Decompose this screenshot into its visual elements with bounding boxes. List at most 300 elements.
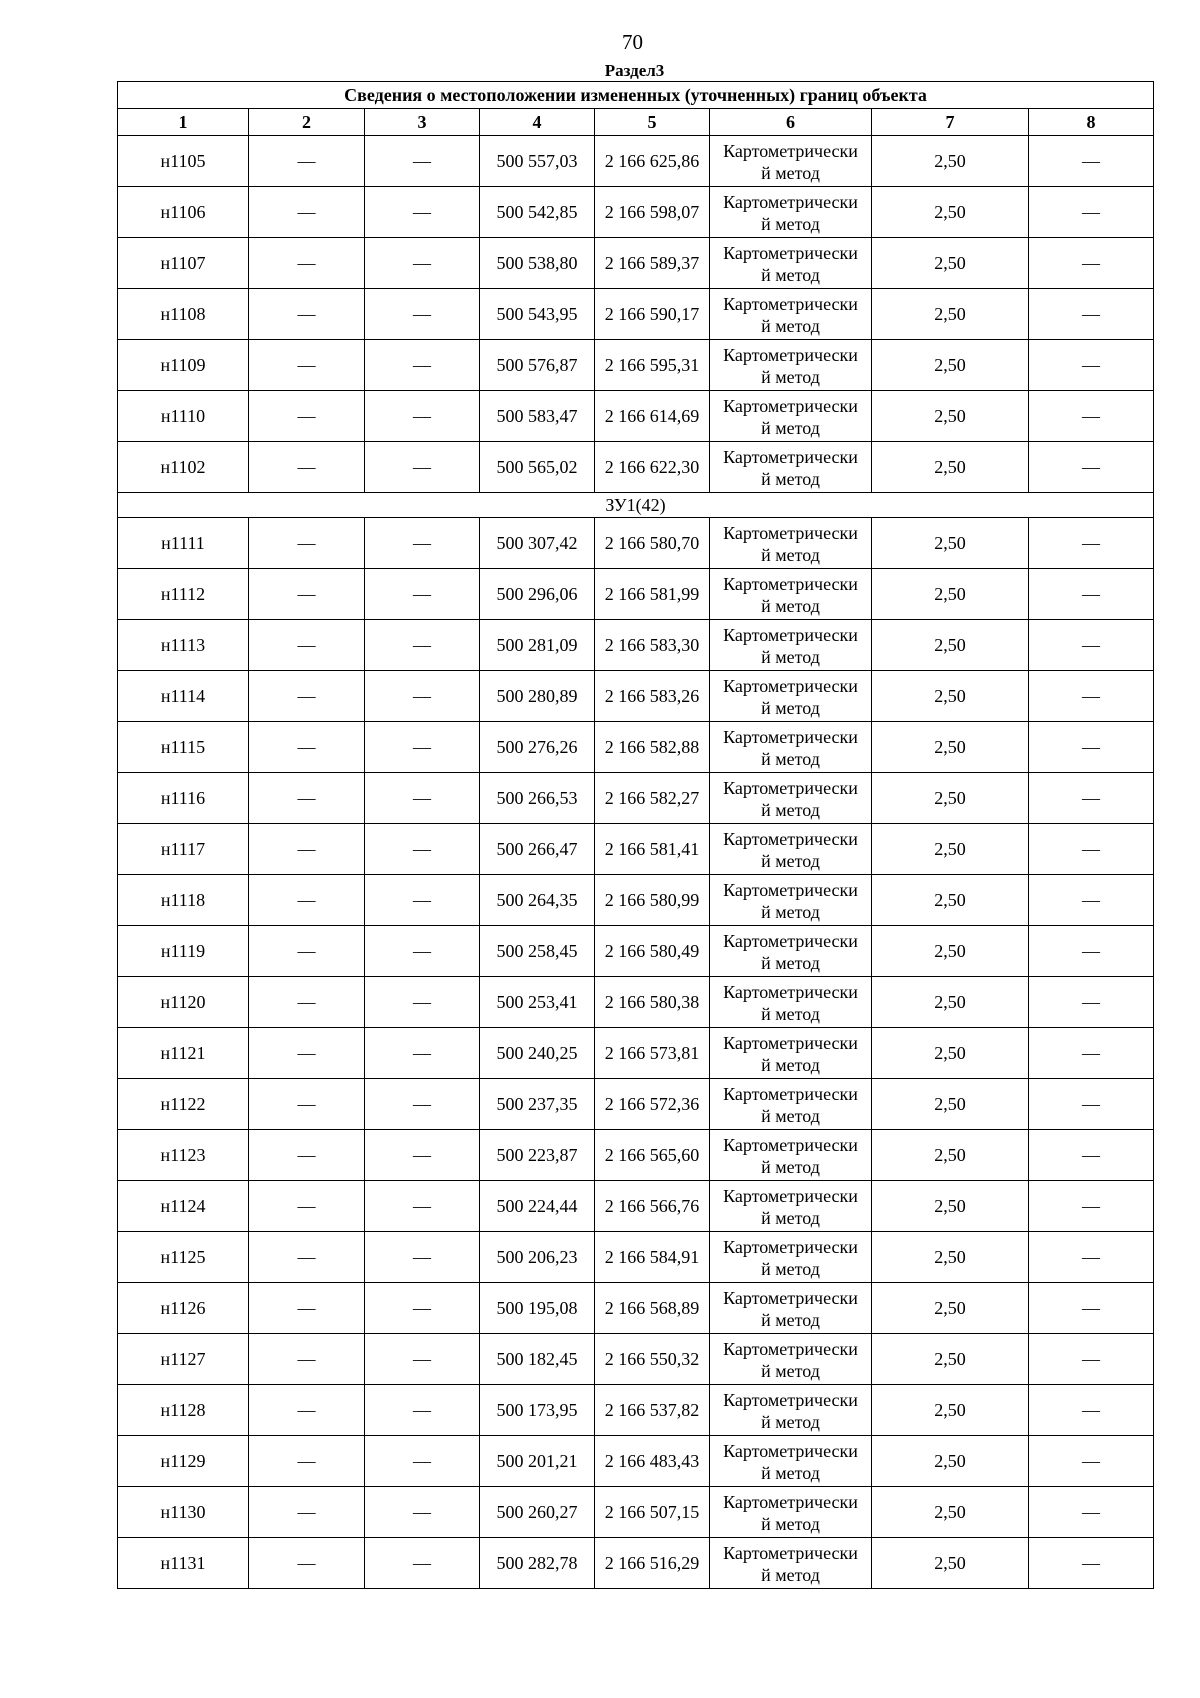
column-8-cell: —	[1029, 187, 1154, 238]
method-cell	[710, 1385, 872, 1436]
method-line-2: й метод	[761, 851, 820, 871]
column-8-cell: —	[1029, 1232, 1154, 1283]
method-cell	[710, 620, 872, 671]
method-line-1: Картометрически	[723, 1033, 858, 1053]
method-cell	[710, 773, 872, 824]
column-8-cell: —	[1029, 773, 1154, 824]
point-name-cell: н1113	[118, 620, 249, 671]
method-cell	[710, 238, 872, 289]
method-cell	[710, 442, 872, 493]
column-8-cell: —	[1029, 875, 1154, 926]
method-line-2: й метод	[761, 316, 820, 336]
table-row	[118, 136, 1154, 187]
column-2-cell: —	[249, 1436, 365, 1487]
method-line-2: й метод	[761, 953, 820, 973]
method-line-2: й метод	[761, 1412, 820, 1432]
accuracy-cell: 2,50	[872, 1538, 1029, 1589]
table-row	[118, 926, 1154, 977]
accuracy-cell: 2,50	[872, 875, 1029, 926]
column-3-cell: —	[365, 824, 480, 875]
method-cell	[710, 1079, 872, 1130]
point-name-cell: н1111	[118, 518, 249, 569]
method-line-2: й метод	[761, 1208, 820, 1228]
column-8-cell: —	[1029, 1334, 1154, 1385]
method-line-2: й метод	[761, 1259, 820, 1279]
method-line-2: й метод	[761, 214, 820, 234]
column-8-cell: —	[1029, 1028, 1154, 1079]
table-row	[118, 340, 1154, 391]
column-3-cell: —	[365, 136, 480, 187]
column-2-cell: —	[249, 1079, 365, 1130]
accuracy-cell: 2,50	[872, 340, 1029, 391]
method-line-1: Картометрически	[723, 345, 858, 365]
method-cell	[710, 875, 872, 926]
column-3-cell: —	[365, 1079, 480, 1130]
section-label: Раздел3	[604, 61, 665, 80]
column-3-cell: —	[365, 926, 480, 977]
column-2-cell: —	[249, 1385, 365, 1436]
x-coordinate-cell: 500 237,35	[480, 1079, 595, 1130]
method-line-1: Картометрически	[723, 931, 858, 951]
column-8-cell: —	[1029, 518, 1154, 569]
method-line-2: й метод	[761, 545, 820, 565]
point-name-cell: н1126	[118, 1283, 249, 1334]
table-row	[118, 1334, 1154, 1385]
method-line-1: Картометрически	[723, 778, 858, 798]
table-row	[118, 1181, 1154, 1232]
method-cell	[710, 391, 872, 442]
column-2-cell: —	[249, 926, 365, 977]
method-line-2: й метод	[761, 800, 820, 820]
accuracy-cell: 2,50	[872, 1232, 1029, 1283]
method-line-2: й метод	[761, 1310, 820, 1330]
y-coordinate-cell: 2 166 573,81	[595, 1028, 710, 1079]
column-3-cell: —	[365, 1436, 480, 1487]
method-line-2: й метод	[761, 1565, 820, 1585]
column-8-cell: —	[1029, 1385, 1154, 1436]
point-name-cell: н1110	[118, 391, 249, 442]
method-line-1: Картометрически	[723, 447, 858, 467]
table-row	[118, 1130, 1154, 1181]
column-2-cell: —	[249, 773, 365, 824]
column-8-cell: —	[1029, 1436, 1154, 1487]
method-line-2: й метод	[761, 1514, 820, 1534]
accuracy-cell: 2,50	[872, 977, 1029, 1028]
method-line-2: й метод	[761, 1004, 820, 1024]
accuracy-cell: 2,50	[872, 238, 1029, 289]
accuracy-cell: 2,50	[872, 1334, 1029, 1385]
accuracy-cell: 2,50	[872, 620, 1029, 671]
point-name-cell: н1105	[118, 136, 249, 187]
y-coordinate-cell: 2 166 550,32	[595, 1334, 710, 1385]
method-line-1: Картометрически	[723, 1084, 858, 1104]
x-coordinate-cell: 500 280,89	[480, 671, 595, 722]
point-name-cell: н1131	[118, 1538, 249, 1589]
column-2-cell: —	[249, 1334, 365, 1385]
column-2-cell: —	[249, 1028, 365, 1079]
column-number: 4	[480, 109, 595, 136]
column-2-cell: —	[249, 824, 365, 875]
method-cell	[710, 1538, 872, 1589]
method-line-1: Картометрически	[723, 1543, 858, 1563]
y-coordinate-cell: 2 166 590,17	[595, 289, 710, 340]
method-line-1: Картометрически	[723, 676, 858, 696]
y-coordinate-cell: 2 166 581,41	[595, 824, 710, 875]
x-coordinate-cell: 500 296,06	[480, 569, 595, 620]
column-number: 8	[1029, 109, 1154, 136]
column-8-cell: —	[1029, 238, 1154, 289]
x-coordinate-cell: 500 266,47	[480, 824, 595, 875]
y-coordinate-cell: 2 166 598,07	[595, 187, 710, 238]
method-line-2: й метод	[761, 647, 820, 667]
method-cell	[710, 1028, 872, 1079]
column-number: 3	[365, 109, 480, 136]
method-line-1: Картометрически	[723, 880, 858, 900]
accuracy-cell: 2,50	[872, 391, 1029, 442]
method-cell	[710, 569, 872, 620]
method-cell	[710, 977, 872, 1028]
column-8-cell: —	[1029, 136, 1154, 187]
accuracy-cell: 2,50	[872, 187, 1029, 238]
method-cell	[710, 1130, 872, 1181]
y-coordinate-cell: 2 166 565,60	[595, 1130, 710, 1181]
point-name-cell: н1128	[118, 1385, 249, 1436]
point-name-cell: н1112	[118, 569, 249, 620]
column-8-cell: —	[1029, 569, 1154, 620]
table-row	[118, 875, 1154, 926]
column-number: 1	[118, 109, 249, 136]
table-body	[118, 82, 1154, 1589]
x-coordinate-cell: 500 281,09	[480, 620, 595, 671]
x-coordinate-cell: 500 195,08	[480, 1283, 595, 1334]
column-number: 6	[710, 109, 872, 136]
column-number-row	[118, 109, 1154, 136]
method-line-1: Картометрически	[723, 243, 858, 263]
column-3-cell: —	[365, 1181, 480, 1232]
column-3-cell: —	[365, 1232, 480, 1283]
y-coordinate-cell: 2 166 589,37	[595, 238, 710, 289]
method-line-1: Картометрически	[723, 1441, 858, 1461]
point-name-cell: н1120	[118, 977, 249, 1028]
boundary-coordinates-table	[117, 81, 1154, 1589]
table-caption: Сведения о местоположении измененных (уточненных) границ объекта	[118, 82, 1154, 109]
method-cell	[710, 1181, 872, 1232]
column-2-cell: —	[249, 875, 365, 926]
column-3-cell: —	[365, 1130, 480, 1181]
method-line-2: й метод	[761, 418, 820, 438]
accuracy-cell: 2,50	[872, 773, 1029, 824]
y-coordinate-cell: 2 166 622,30	[595, 442, 710, 493]
column-2-cell: —	[249, 722, 365, 773]
method-cell	[710, 136, 872, 187]
column-3-cell: —	[365, 620, 480, 671]
column-3-cell: —	[365, 722, 480, 773]
column-3-cell: —	[365, 1538, 480, 1589]
column-2-cell: —	[249, 569, 365, 620]
column-2-cell: —	[249, 1487, 365, 1538]
accuracy-cell: 2,50	[872, 722, 1029, 773]
method-cell	[710, 187, 872, 238]
column-2-cell: —	[249, 340, 365, 391]
column-3-cell: —	[365, 1028, 480, 1079]
method-cell	[710, 671, 872, 722]
accuracy-cell: 2,50	[872, 1436, 1029, 1487]
method-cell	[710, 1334, 872, 1385]
point-name-cell: н1121	[118, 1028, 249, 1079]
table-row	[118, 1079, 1154, 1130]
column-2-cell: —	[249, 620, 365, 671]
y-coordinate-cell: 2 166 537,82	[595, 1385, 710, 1436]
table-row	[118, 824, 1154, 875]
table-row	[118, 569, 1154, 620]
table-row	[118, 1385, 1154, 1436]
accuracy-cell: 2,50	[872, 1385, 1029, 1436]
point-name-cell: н1119	[118, 926, 249, 977]
method-cell	[710, 824, 872, 875]
column-8-cell: —	[1029, 1130, 1154, 1181]
column-2-cell: —	[249, 671, 365, 722]
method-cell	[710, 1283, 872, 1334]
point-name-cell: н1125	[118, 1232, 249, 1283]
point-name-cell: н1129	[118, 1436, 249, 1487]
x-coordinate-cell: 500 224,44	[480, 1181, 595, 1232]
point-name-cell: н1127	[118, 1334, 249, 1385]
table-row	[118, 442, 1154, 493]
method-cell	[710, 1232, 872, 1283]
point-name-cell: н1118	[118, 875, 249, 926]
point-name-cell: н1115	[118, 722, 249, 773]
x-coordinate-cell: 500 583,47	[480, 391, 595, 442]
method-cell	[710, 1436, 872, 1487]
accuracy-cell: 2,50	[872, 926, 1029, 977]
column-2-cell: —	[249, 391, 365, 442]
table-row	[118, 187, 1154, 238]
method-line-1: Картометрически	[723, 982, 858, 1002]
y-coordinate-cell: 2 166 580,99	[595, 875, 710, 926]
accuracy-cell: 2,50	[872, 1487, 1029, 1538]
column-2-cell: —	[249, 518, 365, 569]
method-line-1: Картометрически	[723, 1237, 858, 1257]
table-row	[118, 620, 1154, 671]
column-3-cell: —	[365, 289, 480, 340]
column-2-cell: —	[249, 136, 365, 187]
method-line-2: й метод	[761, 1463, 820, 1483]
accuracy-cell: 2,50	[872, 1181, 1029, 1232]
method-line-1: Картометрически	[723, 1186, 858, 1206]
x-coordinate-cell: 500 576,87	[480, 340, 595, 391]
y-coordinate-cell: 2 166 572,36	[595, 1079, 710, 1130]
column-8-cell: —	[1029, 1487, 1154, 1538]
method-line-2: й метод	[761, 163, 820, 183]
x-coordinate-cell: 500 543,95	[480, 289, 595, 340]
column-8-cell: —	[1029, 1181, 1154, 1232]
accuracy-cell: 2,50	[872, 289, 1029, 340]
y-coordinate-cell: 2 166 614,69	[595, 391, 710, 442]
x-coordinate-cell: 500 282,78	[480, 1538, 595, 1589]
method-line-2: й метод	[761, 596, 820, 616]
point-name-cell: н1122	[118, 1079, 249, 1130]
column-8-cell: —	[1029, 620, 1154, 671]
column-8-cell: —	[1029, 722, 1154, 773]
x-coordinate-cell: 500 206,23	[480, 1232, 595, 1283]
point-name-cell: н1124	[118, 1181, 249, 1232]
y-coordinate-cell: 2 166 483,43	[595, 1436, 710, 1487]
method-line-1: Картометрически	[723, 1339, 858, 1359]
x-coordinate-cell: 500 173,95	[480, 1385, 595, 1436]
table-row	[118, 391, 1154, 442]
y-coordinate-cell: 2 166 582,27	[595, 773, 710, 824]
table-row	[118, 722, 1154, 773]
column-3-cell: —	[365, 518, 480, 569]
column-2-cell: —	[249, 442, 365, 493]
x-coordinate-cell: 500 260,27	[480, 1487, 595, 1538]
method-cell	[710, 926, 872, 977]
page-number: 70	[622, 30, 643, 54]
accuracy-cell: 2,50	[872, 1079, 1029, 1130]
accuracy-cell: 2,50	[872, 442, 1029, 493]
x-coordinate-cell: 500 253,41	[480, 977, 595, 1028]
column-2-cell: —	[249, 187, 365, 238]
method-line-2: й метод	[761, 1361, 820, 1381]
column-8-cell: —	[1029, 289, 1154, 340]
accuracy-cell: 2,50	[872, 671, 1029, 722]
method-line-1: Картометрически	[723, 625, 858, 645]
point-name-cell: н1123	[118, 1130, 249, 1181]
x-coordinate-cell: 500 557,03	[480, 136, 595, 187]
table-row	[118, 1283, 1154, 1334]
x-coordinate-cell: 500 258,45	[480, 926, 595, 977]
x-coordinate-cell: 500 565,02	[480, 442, 595, 493]
method-line-2: й метод	[761, 469, 820, 489]
column-8-cell: —	[1029, 340, 1154, 391]
y-coordinate-cell: 2 166 595,31	[595, 340, 710, 391]
x-coordinate-cell: 500 182,45	[480, 1334, 595, 1385]
method-cell	[710, 340, 872, 391]
column-3-cell: —	[365, 340, 480, 391]
column-3-cell: —	[365, 671, 480, 722]
method-line-1: Картометрически	[723, 396, 858, 416]
column-2-cell: —	[249, 1283, 365, 1334]
y-coordinate-cell: 2 166 583,26	[595, 671, 710, 722]
x-coordinate-cell: 500 201,21	[480, 1436, 595, 1487]
method-line-1: Картометрически	[723, 523, 858, 543]
column-8-cell: —	[1029, 1079, 1154, 1130]
x-coordinate-cell: 500 264,35	[480, 875, 595, 926]
accuracy-cell: 2,50	[872, 136, 1029, 187]
point-name-cell: н1109	[118, 340, 249, 391]
table-row	[118, 1028, 1154, 1079]
y-coordinate-cell: 2 166 580,70	[595, 518, 710, 569]
column-3-cell: —	[365, 238, 480, 289]
method-line-1: Картометрически	[723, 829, 858, 849]
accuracy-cell: 2,50	[872, 1028, 1029, 1079]
point-name-cell: н1107	[118, 238, 249, 289]
x-coordinate-cell: 500 266,53	[480, 773, 595, 824]
method-line-1: Картометрически	[723, 574, 858, 594]
column-2-cell: —	[249, 238, 365, 289]
column-3-cell: —	[365, 977, 480, 1028]
column-3-cell: —	[365, 1334, 480, 1385]
y-coordinate-cell: 2 166 625,86	[595, 136, 710, 187]
column-3-cell: —	[365, 1487, 480, 1538]
group-row	[118, 493, 1154, 518]
x-coordinate-cell: 500 276,26	[480, 722, 595, 773]
method-line-2: й метод	[761, 1157, 820, 1177]
point-name-cell: н1114	[118, 671, 249, 722]
column-3-cell: —	[365, 1283, 480, 1334]
column-3-cell: —	[365, 442, 480, 493]
y-coordinate-cell: 2 166 582,88	[595, 722, 710, 773]
table-row	[118, 238, 1154, 289]
group-label: ЗУ1(42)	[118, 493, 1154, 518]
column-8-cell: —	[1029, 391, 1154, 442]
method-cell	[710, 722, 872, 773]
table-row	[118, 773, 1154, 824]
column-number: 7	[872, 109, 1029, 136]
method-cell	[710, 289, 872, 340]
y-coordinate-cell: 2 166 507,15	[595, 1487, 710, 1538]
method-line-1: Картометрически	[723, 1390, 858, 1410]
method-cell	[710, 1487, 872, 1538]
column-2-cell: —	[249, 1130, 365, 1181]
accuracy-cell: 2,50	[872, 569, 1029, 620]
x-coordinate-cell: 500 223,87	[480, 1130, 595, 1181]
accuracy-cell: 2,50	[872, 824, 1029, 875]
y-coordinate-cell: 2 166 581,99	[595, 569, 710, 620]
column-3-cell: —	[365, 773, 480, 824]
column-2-cell: —	[249, 289, 365, 340]
point-name-cell: н1117	[118, 824, 249, 875]
y-coordinate-cell: 2 166 584,91	[595, 1232, 710, 1283]
method-line-2: й метод	[761, 1106, 820, 1126]
table-row	[118, 1436, 1154, 1487]
x-coordinate-cell: 500 307,42	[480, 518, 595, 569]
column-2-cell: —	[249, 1181, 365, 1232]
method-line-2: й метод	[761, 265, 820, 285]
column-3-cell: —	[365, 1385, 480, 1436]
x-coordinate-cell: 500 538,80	[480, 238, 595, 289]
table-row	[118, 1487, 1154, 1538]
column-2-cell: —	[249, 1232, 365, 1283]
column-8-cell: —	[1029, 926, 1154, 977]
column-2-cell: —	[249, 1538, 365, 1589]
x-coordinate-cell: 500 542,85	[480, 187, 595, 238]
y-coordinate-cell: 2 166 568,89	[595, 1283, 710, 1334]
method-cell	[710, 518, 872, 569]
method-line-1: Картометрически	[723, 1135, 858, 1155]
point-name-cell: н1130	[118, 1487, 249, 1538]
column-number: 2	[249, 109, 365, 136]
column-8-cell: —	[1029, 1538, 1154, 1589]
accuracy-cell: 2,50	[872, 518, 1029, 569]
column-3-cell: —	[365, 875, 480, 926]
accuracy-cell: 2,50	[872, 1130, 1029, 1181]
point-name-cell: н1102	[118, 442, 249, 493]
method-line-2: й метод	[761, 749, 820, 769]
y-coordinate-cell: 2 166 566,76	[595, 1181, 710, 1232]
table-row	[118, 518, 1154, 569]
method-line-2: й метод	[761, 902, 820, 922]
column-8-cell: —	[1029, 824, 1154, 875]
column-2-cell: —	[249, 977, 365, 1028]
table-row	[118, 671, 1154, 722]
table-row	[118, 1538, 1154, 1589]
method-line-1: Картометрически	[723, 141, 858, 161]
point-name-cell: н1108	[118, 289, 249, 340]
method-line-1: Картометрически	[723, 294, 858, 314]
column-number: 5	[595, 109, 710, 136]
column-3-cell: —	[365, 187, 480, 238]
